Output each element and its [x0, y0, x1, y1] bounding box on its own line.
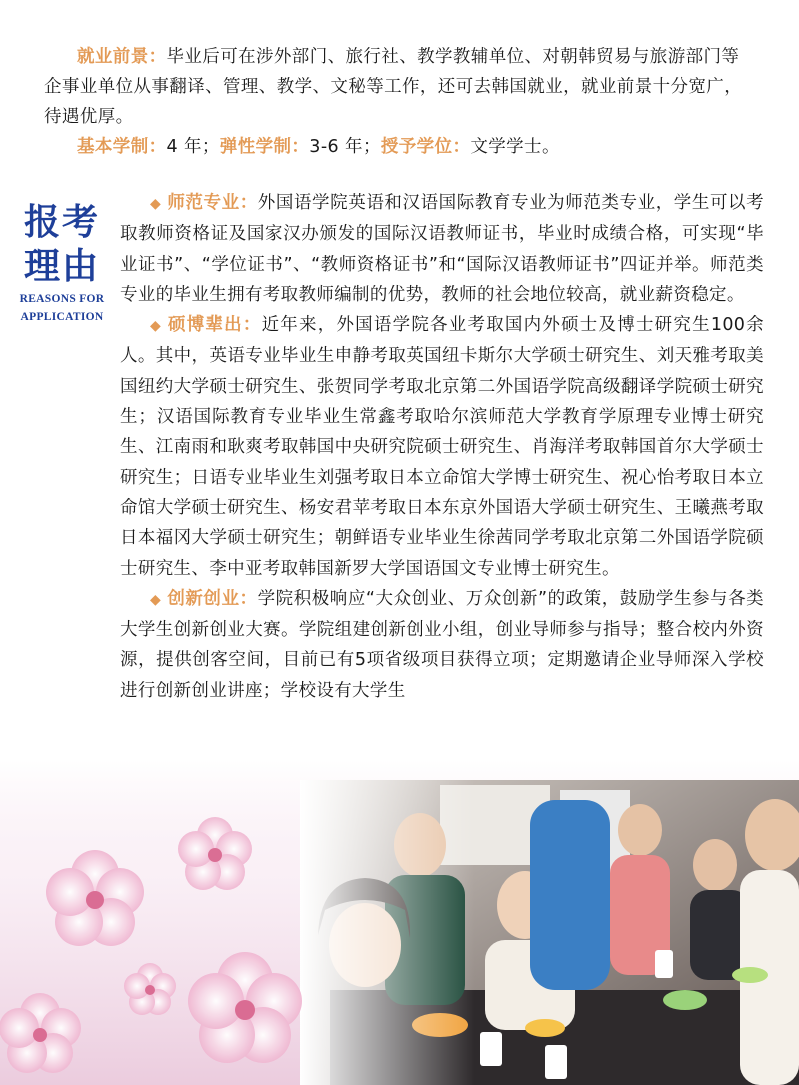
- reason-text: 学院积极响应“大众创业、万众创新”的政策，鼓励学生参与各类大学生创新创业大赛。学院组建创新创业小组，创业导师参与指导；整合校内外资源，提供创客空间，目前已有5项省级项目获得立项；定期邀请企业导师深入学校进行创新创业讲座；学校设有大学生: [120, 588, 765, 701]
- student-photo: [0, 760, 799, 1085]
- reason-label: 硕博辈出：: [168, 315, 262, 336]
- heading-en-line-1: REASONS FOR: [19, 293, 105, 305]
- reason-text: 近年来，外国语学院各业考取国内外硕士及博士研究生100余人。其中，英语专业毕业生申静考取英国纽卡斯尔大学硕士研究生、刘天雅考取美国纽约大学硕士研究生、张贺同学考取北京第二外国语学院高级翻译学院硕士研究生；汉语国际教育专业毕业生常鑫考取哈尔滨师范大学教育学原理专业博士研究生、江南雨和耿爽考取韩国中央研究院硕士研究生、肖海洋考取韩国首尔大学硕士研究生；日语专业毕业生刘强考取日本立命馆大学博士研究生、祝心怡考取日本立命馆大学硕士研究生、杨安君苹考取日本东京外国语大学硕士研究生、王曦燕考取日本福冈大学硕士研究生；朝鲜语专业毕业生徐茜同学考取北京第二外国语学院硕士研究生、李中亚考取韩国新罗大学国语国文专业博士研究生。: [120, 315, 765, 579]
- reason-innovation: [120, 584, 764, 706]
- student-photo-area: [0, 760, 799, 1085]
- duration-label: 基本学制：: [77, 137, 167, 157]
- reason-label: 师范专业：: [167, 193, 258, 213]
- diamond-icon: ◆: [150, 318, 162, 335]
- prospects-paragraph: [44, 42, 756, 132]
- diamond-icon: ◆: [150, 196, 162, 212]
- prospects-text: 毕业后可在涉外部门、旅行社、教学教辅单位、对朝韩贸易与旅游部门等企事业单位从事翻译、管理、教学、文秘等工作，还可去韩国就业，就业前景十分宽广，待遇优厚。: [44, 47, 743, 127]
- prospects-label: 就业前景：: [77, 47, 167, 67]
- heading-en-line-2: APPLICATION: [20, 311, 104, 323]
- heading-line-2: 理由: [23, 245, 100, 287]
- heading-line-1: 报考: [23, 201, 100, 243]
- reasons-heading: [14, 200, 110, 324]
- reason-graduate-study: [120, 310, 764, 584]
- reason-label: 创新创业：: [167, 588, 258, 609]
- degree-label: 授予学位：: [380, 137, 471, 157]
- reasons-section: [120, 188, 764, 706]
- reason-teacher-training: [120, 188, 764, 310]
- diamond-icon: ◆: [150, 591, 162, 608]
- flex-label: 弹性学制：: [219, 137, 310, 157]
- reason-text: 外国语学院英语和汉语国际教育专业为师范类专业，学生可以考取教师资格证及国家汉办颁发的国际汉语教师证书，毕业时成绩合格，可实现“毕业证书”、“学位证书”、“教师资格证书”和“国际汉语教师证书”四证并举。师范类专业的毕业生拥有考取教师编制的优势，教师的社会地位较高，就业薪资稳定。: [120, 193, 764, 305]
- program-info: [44, 42, 756, 162]
- study-system-paragraph: [44, 132, 756, 162]
- degree-value: 文学学士。: [470, 137, 560, 157]
- duration-value: 4 年；: [166, 137, 220, 157]
- flex-value: 3-6 年；: [309, 137, 381, 157]
